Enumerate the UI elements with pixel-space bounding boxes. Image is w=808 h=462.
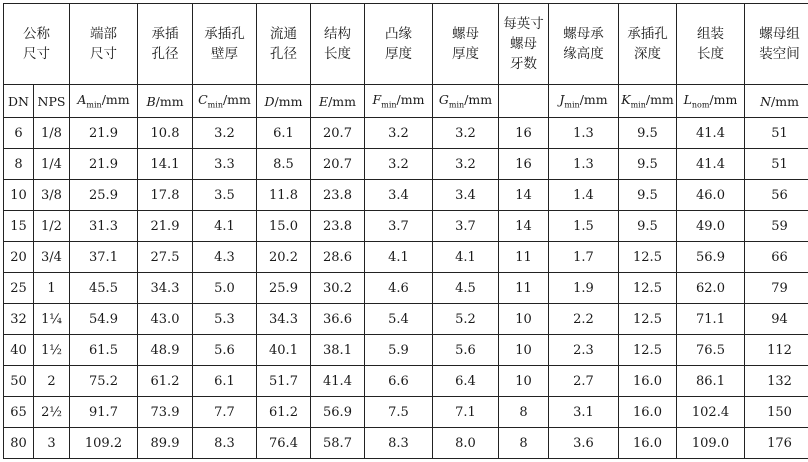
table-cell: 6.1 <box>257 118 311 149</box>
header-bore-line2: 孔径 <box>151 46 179 62</box>
header-nut-thickness <box>433 4 499 85</box>
table-cell: 94 <box>745 304 808 335</box>
header-flange-thickness <box>365 4 433 85</box>
unit-symbol: NPS <box>37 93 66 109</box>
table-row <box>4 118 808 149</box>
table-cell: 61.2 <box>138 366 193 397</box>
table-cell: 56.9 <box>311 397 365 428</box>
unit-symbol-cell <box>619 85 677 118</box>
dimension-table <box>3 3 808 459</box>
table-cell: 1/8 <box>34 118 70 149</box>
table-cell: 11 <box>499 242 549 273</box>
unit-subscript: min <box>564 100 580 110</box>
table-cell: 71.1 <box>677 304 745 335</box>
table-cell: 16 <box>499 149 549 180</box>
table-cell: 89.9 <box>138 428 193 459</box>
table-row <box>4 397 808 428</box>
unit-symbol-cell <box>311 85 365 118</box>
table-cell: 25 <box>4 273 34 304</box>
table-cell: 4.3 <box>193 242 257 273</box>
header-assembly-line2: 长度 <box>697 46 724 62</box>
table-cell: 109.2 <box>70 428 138 459</box>
table-cell: 51 <box>745 149 808 180</box>
table-cell: 1.9 <box>549 273 619 304</box>
table-row <box>4 242 808 273</box>
table-cell: 11 <box>499 273 549 304</box>
table-cell: 34.3 <box>138 273 193 304</box>
table-cell: 20.7 <box>311 149 365 180</box>
table-cell: 51 <box>745 118 808 149</box>
header-nut-height-line1: 螺母承 <box>563 26 604 42</box>
header-flange-line1: 凸缘 <box>385 26 412 42</box>
table-cell: 48.9 <box>138 335 193 366</box>
table-cell: 6 <box>4 118 34 149</box>
unit-symbol-row <box>4 85 808 118</box>
table-cell: 1.7 <box>549 242 619 273</box>
table-cell: 11.8 <box>257 180 311 211</box>
table-cell: 32 <box>4 304 34 335</box>
unit-symbol: D <box>264 93 275 109</box>
table-cell: 5.6 <box>433 335 499 366</box>
table-cell: 4.1 <box>193 211 257 242</box>
table-cell: 12.5 <box>619 273 677 304</box>
table-cell: 8.5 <box>257 149 311 180</box>
table-cell: 5.3 <box>193 304 257 335</box>
unit-subscript: min <box>207 100 223 110</box>
table-cell: 5.6 <box>193 335 257 366</box>
table-cell: 20.2 <box>257 242 311 273</box>
table-cell: 37.1 <box>70 242 138 273</box>
table-body <box>4 85 808 459</box>
table-cell: 25.9 <box>70 180 138 211</box>
table-cell: 16.0 <box>619 366 677 397</box>
unit-symbol-cell <box>677 85 745 118</box>
unit-label: /mm <box>274 93 303 109</box>
unit-label: /mm <box>328 93 357 109</box>
table-cell: 36.6 <box>311 304 365 335</box>
table-cell: 3.6 <box>549 428 619 459</box>
table-cell: 17.8 <box>138 180 193 211</box>
table-cell: 1½ <box>34 335 70 366</box>
table-cell: 15 <box>4 211 34 242</box>
table-cell: 3.4 <box>433 180 499 211</box>
table-cell: 10.8 <box>138 118 193 149</box>
unit-symbol: C <box>198 92 208 108</box>
header-flow-bore <box>257 4 311 85</box>
table-cell: 3.1 <box>549 397 619 428</box>
table-cell: 5.9 <box>365 335 433 366</box>
unit-symbol-cell <box>257 85 311 118</box>
table-cell: 1.5 <box>549 211 619 242</box>
header-assembly-line1: 组装 <box>697 26 724 42</box>
table-cell: 3.2 <box>365 118 433 149</box>
header-flow-line2: 孔径 <box>270 46 297 62</box>
unit-symbol: G <box>438 92 449 108</box>
header-flange-line2: 厚度 <box>385 46 412 62</box>
table-cell: 6.4 <box>433 366 499 397</box>
unit-label: /mm <box>101 92 130 108</box>
table-cell: 21.9 <box>70 149 138 180</box>
table-cell: 132 <box>745 366 808 397</box>
table-cell: 3.2 <box>433 118 499 149</box>
table-cell: 12.5 <box>619 304 677 335</box>
table-cell: 61.5 <box>70 335 138 366</box>
unit-label: /mm <box>645 92 674 108</box>
table-cell: 3.2 <box>433 149 499 180</box>
table-cell: 41.4 <box>677 118 745 149</box>
table-cell: 9.5 <box>619 118 677 149</box>
table-row <box>4 304 808 335</box>
header-bore-line1: 承插 <box>151 26 179 42</box>
header-threads-line2: 螺母 <box>510 36 537 52</box>
table-cell: 3/8 <box>34 180 70 211</box>
header-space-line1: 螺母组 <box>759 26 800 42</box>
unit-symbol-cell <box>70 85 138 118</box>
header-assembly-length <box>677 4 745 85</box>
table-cell: 21.9 <box>70 118 138 149</box>
header-end-line2: 尺寸 <box>90 46 117 62</box>
unit-label: /mm <box>579 92 608 108</box>
table-cell: 176 <box>745 428 808 459</box>
unit-symbol: B <box>146 93 156 109</box>
header-nominal-line2: 尺寸 <box>23 46 50 62</box>
table-row <box>4 180 808 211</box>
table-cell: 5.4 <box>365 304 433 335</box>
header-nut-assembly-space <box>745 4 808 85</box>
header-wall-line2: 壁厚 <box>211 46 238 62</box>
table-cell: 3 <box>34 428 70 459</box>
table-cell: 150 <box>745 397 808 428</box>
table-cell: 8 <box>499 428 549 459</box>
unit-symbol: K <box>621 92 631 108</box>
table-cell: 1.3 <box>549 149 619 180</box>
table-row <box>4 428 808 459</box>
header-struct-line1: 结构 <box>324 26 351 42</box>
unit-symbol: F <box>372 92 382 108</box>
header-struct-line2: 长度 <box>324 46 351 62</box>
table-cell: 20 <box>4 242 34 273</box>
unit-subscript: min <box>381 100 397 110</box>
table-cell: 75.2 <box>70 366 138 397</box>
table-cell: 27.5 <box>138 242 193 273</box>
unit-symbol-cell <box>365 85 433 118</box>
header-wall-line1: 承插孔 <box>204 26 245 42</box>
unit-label: /mm <box>222 92 251 108</box>
table-cell: 5.0 <box>193 273 257 304</box>
table-cell: 91.7 <box>70 397 138 428</box>
header-nut-line1: 螺母 <box>452 26 479 42</box>
table-cell: 40 <box>4 335 34 366</box>
table-cell: 54.9 <box>70 304 138 335</box>
unit-symbol: J <box>559 92 565 108</box>
table-cell: 7.5 <box>365 397 433 428</box>
table-cell: 38.1 <box>311 335 365 366</box>
table-cell: 15.0 <box>257 211 311 242</box>
table-cell: 14 <box>499 180 549 211</box>
table-cell: 10 <box>499 304 549 335</box>
table-cell: 65 <box>4 397 34 428</box>
table-cell: 16 <box>499 118 549 149</box>
header-threads-per-inch <box>499 4 549 85</box>
table-cell: 102.4 <box>677 397 745 428</box>
header-socket-bore <box>138 4 193 85</box>
table-cell: 50 <box>4 366 34 397</box>
table-cell: 41.4 <box>677 149 745 180</box>
table-cell: 4.1 <box>365 242 433 273</box>
table-cell: 4.5 <box>433 273 499 304</box>
table-cell: 3.7 <box>433 211 499 242</box>
table-cell: 8 <box>499 397 549 428</box>
header-nominal-size <box>4 4 70 85</box>
table-cell: 8.0 <box>433 428 499 459</box>
table-cell: 21.9 <box>138 211 193 242</box>
header-nominal-line1: 公称 <box>23 26 50 42</box>
table-cell: 4.6 <box>365 273 433 304</box>
header-socket-wall <box>193 4 257 85</box>
unit-symbol: E <box>318 93 329 109</box>
table-row <box>4 335 808 366</box>
unit-symbol-cell <box>499 85 549 118</box>
table-cell: 58.7 <box>311 428 365 459</box>
unit-symbol-cell <box>4 85 34 118</box>
table-cell: 34.3 <box>257 304 311 335</box>
table-cell: 49.0 <box>677 211 745 242</box>
table-cell: 9.5 <box>619 211 677 242</box>
header-structure-length <box>311 4 365 85</box>
header-end-size <box>70 4 138 85</box>
table-cell: 3.2 <box>193 118 257 149</box>
table-cell: 10 <box>499 335 549 366</box>
table-cell: 2.3 <box>549 335 619 366</box>
table-cell: 2.7 <box>549 366 619 397</box>
unit-symbol: A <box>77 92 87 108</box>
table-cell: 2.2 <box>549 304 619 335</box>
table-cell: 76.4 <box>257 428 311 459</box>
table-cell: 23.8 <box>311 211 365 242</box>
unit-subscript: min <box>630 100 646 110</box>
table-cell: 62.0 <box>677 273 745 304</box>
table-cell: 46.0 <box>677 180 745 211</box>
table-cell: 3/4 <box>34 242 70 273</box>
table-cell: 1.3 <box>549 118 619 149</box>
table-cell: 31.3 <box>70 211 138 242</box>
header-depth-line1: 承插孔 <box>627 26 668 42</box>
unit-symbol: DN <box>8 93 29 109</box>
unit-symbol-cell <box>549 85 619 118</box>
unit-symbol-cell <box>138 85 193 118</box>
table-cell: 10 <box>4 180 34 211</box>
table-cell: 112 <box>745 335 808 366</box>
header-nut-height-line2: 缘高度 <box>563 46 604 62</box>
table-cell: 30.2 <box>311 273 365 304</box>
table-cell: 6.6 <box>365 366 433 397</box>
table-cell: 8 <box>4 149 34 180</box>
table-cell: 3.4 <box>365 180 433 211</box>
table-cell: 3.5 <box>193 180 257 211</box>
header-nut-line2: 厚度 <box>452 46 479 62</box>
table-cell: 79 <box>745 273 808 304</box>
header-flow-line1: 流通 <box>270 26 297 42</box>
table-cell: 51.7 <box>257 366 311 397</box>
table-cell: 25.9 <box>257 273 311 304</box>
unit-label: /mm <box>464 92 493 108</box>
table-cell: 20.7 <box>311 118 365 149</box>
table-cell: 10 <box>499 366 549 397</box>
table-cell: 7.7 <box>193 397 257 428</box>
table-cell: 1 <box>34 273 70 304</box>
header-threads-line3: 牙数 <box>510 56 537 72</box>
header-end-line1: 端部 <box>90 26 117 42</box>
table-cell: 16.0 <box>619 428 677 459</box>
unit-symbol: N <box>760 93 771 109</box>
header-depth-line2: 深度 <box>634 46 661 62</box>
table-row <box>4 211 808 242</box>
unit-label: /mm <box>155 93 184 109</box>
table-cell: 28.6 <box>311 242 365 273</box>
table-cell: 6.1 <box>193 366 257 397</box>
header-socket-depth <box>619 4 677 85</box>
table-row <box>4 273 808 304</box>
header-nut-flange-height <box>549 4 619 85</box>
table-cell: 9.5 <box>619 149 677 180</box>
table-cell: 12.5 <box>619 242 677 273</box>
table-cell: 59 <box>745 211 808 242</box>
table-cell: 2 <box>34 366 70 397</box>
unit-symbol-cell <box>433 85 499 118</box>
table-cell: 8.3 <box>193 428 257 459</box>
table-cell: 73.9 <box>138 397 193 428</box>
table-cell: 56.9 <box>677 242 745 273</box>
table-row <box>4 149 808 180</box>
table-cell: 3.3 <box>193 149 257 180</box>
table-cell: 2½ <box>34 397 70 428</box>
table-cell: 14 <box>499 211 549 242</box>
header-threads-line1: 每英寸 <box>503 16 544 32</box>
table-cell: 76.5 <box>677 335 745 366</box>
table-cell: 14.1 <box>138 149 193 180</box>
table-row <box>4 366 808 397</box>
unit-symbol: L <box>683 92 692 108</box>
unit-subscript: nom <box>691 100 710 110</box>
table-cell: 5.2 <box>433 304 499 335</box>
table-cell: 56 <box>745 180 808 211</box>
table-cell: 40.1 <box>257 335 311 366</box>
table-cell: 3.7 <box>365 211 433 242</box>
table-cell: 1¼ <box>34 304 70 335</box>
unit-label: /mm <box>709 92 738 108</box>
table-cell: 8.3 <box>365 428 433 459</box>
table-cell: 66 <box>745 242 808 273</box>
unit-symbol-cell <box>193 85 257 118</box>
table-cell: 1/4 <box>34 149 70 180</box>
table-cell: 61.2 <box>257 397 311 428</box>
table-cell: 41.4 <box>311 366 365 397</box>
table-cell: 9.5 <box>619 180 677 211</box>
unit-symbol-cell <box>34 85 70 118</box>
table-cell: 4.1 <box>433 242 499 273</box>
table-cell: 3.2 <box>365 149 433 180</box>
unit-subscript: min <box>448 100 465 110</box>
table-cell: 12.5 <box>619 335 677 366</box>
table-cell: 23.8 <box>311 180 365 211</box>
table-cell: 86.1 <box>677 366 745 397</box>
unit-subscript: min <box>86 100 102 110</box>
table-cell: 80 <box>4 428 34 459</box>
table-cell: 7.1 <box>433 397 499 428</box>
table-cell: 16.0 <box>619 397 677 428</box>
header-row <box>4 4 808 85</box>
table-cell: 45.5 <box>70 273 138 304</box>
header-space-line2: 装空间 <box>759 46 800 62</box>
table-cell: 1/2 <box>34 211 70 242</box>
table-cell: 1.4 <box>549 180 619 211</box>
unit-label: /mm <box>396 92 425 108</box>
table-cell: 43.0 <box>138 304 193 335</box>
unit-symbol-cell <box>745 85 808 118</box>
table-cell: 109.0 <box>677 428 745 459</box>
unit-label: /mm <box>771 93 799 109</box>
